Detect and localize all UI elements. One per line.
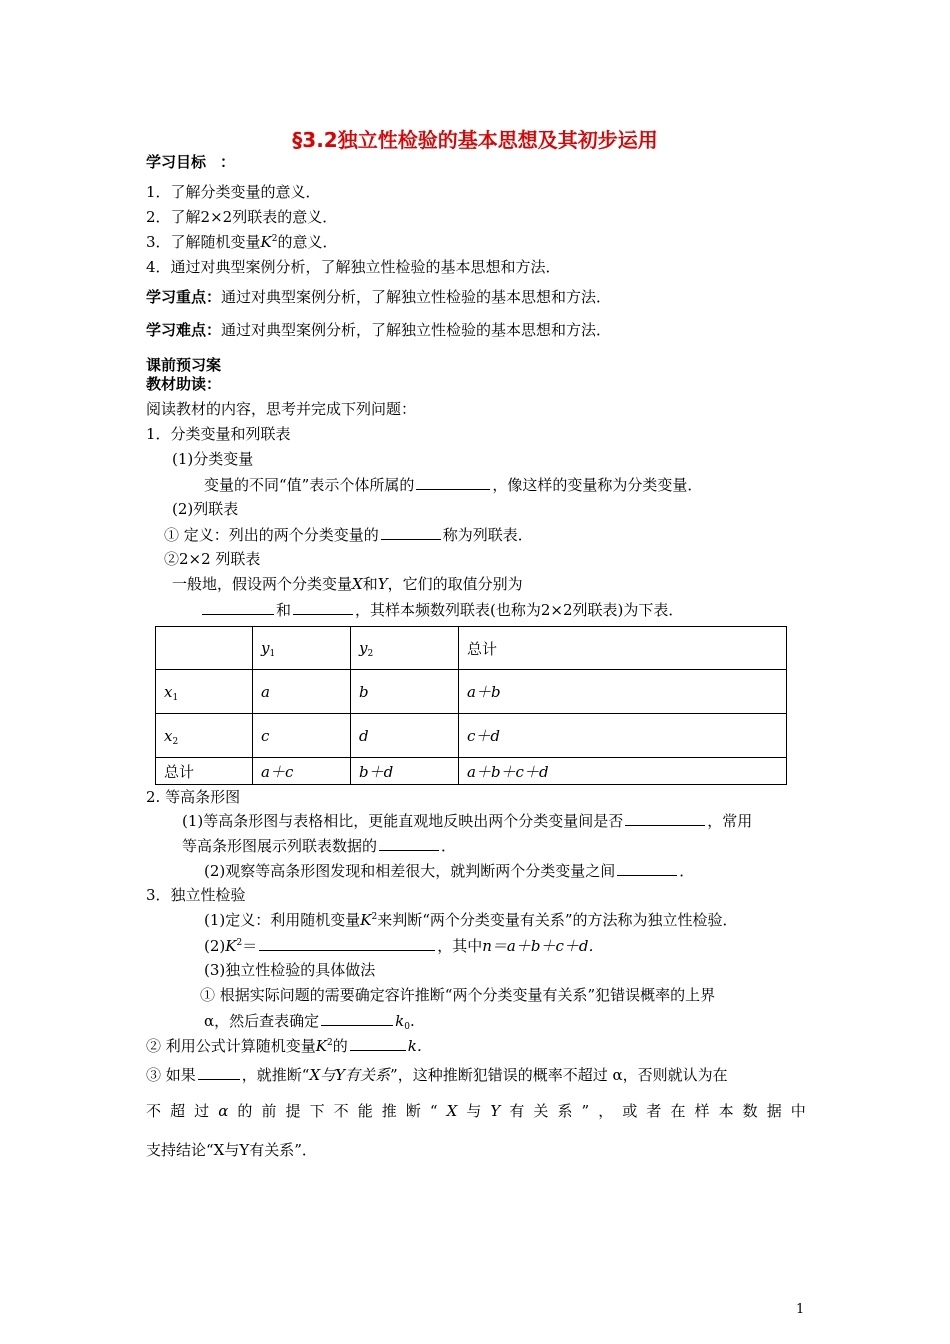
s3-formula: $(2)K^2=$ ，其中n＝a＋b＋c＋d．: [204, 937, 604, 955]
table-cell: c: [253, 714, 351, 758]
table-cell: a: [253, 670, 351, 714]
table-cell: c＋d: [459, 714, 787, 758]
table-row: [156, 627, 787, 670]
blank-9: [321, 1010, 393, 1026]
blank-8: [259, 935, 435, 951]
blank-10: [350, 1035, 406, 1051]
table-cell: $y_2$: [351, 627, 459, 670]
blank-2: [381, 524, 441, 540]
objectives-heading: 学习目标 ：: [146, 153, 236, 171]
table-cell: $x_2$: [156, 714, 253, 758]
table-cell: b＋d: [351, 758, 459, 785]
s1-p2-label: (2)列联表: [172, 500, 239, 518]
s3-steps-label: (3)独立性检验的具体做法: [204, 961, 376, 979]
objective-1: 1．了解分类变量的意义．: [146, 183, 321, 201]
page-number: 1: [796, 1302, 805, 1317]
s3-step3-line2: 不 超 过 α 的 前 提 下 不 能 推 断 “ X 与 Y 有 关 系 ” ， 或 者 在 样 本 数 据 中: [146, 1102, 806, 1120]
s2-p2: (2)观察等高条形图发现和相差很大，就判断两个分类变量之间 ．: [204, 862, 695, 880]
s3-step2: ② 利用公式计算随机变量$K^2$的 k．: [146, 1037, 432, 1055]
page-title: §3.2独立性检验的基本思想及其初步运用: [292, 128, 658, 152]
table-cell: [156, 627, 253, 670]
table-cell: a＋b: [459, 670, 787, 714]
preview-heading: 课前预习案: [146, 356, 222, 374]
s1-general: 一般地，假设两个分类变量X和Y，它们的取值分别为: [172, 575, 523, 593]
s1-definition: ① 定义：列出的两个分类变量的 称为列联表．: [164, 526, 533, 544]
table-cell: b: [351, 670, 459, 714]
table-row: [156, 758, 787, 785]
key-point: 学习重点：通过对典型案例分析，了解独立性检验的基本思想和方法．: [146, 288, 612, 306]
textbook-guide-heading: 教材助读：: [146, 375, 222, 393]
blank-4: [293, 599, 353, 615]
s1-p1-text: 变量的不同“值”表示个体所属的 ，像这样的变量称为分类变量．: [204, 476, 703, 494]
s3-step1-line2: α，然后查表确定 $k_0$.: [204, 1012, 415, 1032]
blank-6: [379, 835, 439, 851]
s1-p1-label: (1)分类变量: [172, 450, 254, 468]
blank-1: [416, 474, 490, 490]
blank-7: [617, 860, 677, 876]
s3-step3-line3: 支持结论“X与Y有关系”．: [146, 1141, 317, 1159]
intro-text: 阅读教材的内容，思考并完成下列问题：: [146, 400, 417, 418]
s1-2x2-label: ②2×2 列联表: [164, 550, 261, 568]
s2-p1-line2: 等高条形图展示列联表数据的 ．: [182, 837, 457, 855]
section-3-heading: 3．独立性检验: [146, 886, 246, 904]
s3-step3-line1: ③ 如果 ，就推断“X与Y有关系”，这种推断犯错误的概率不超过 α，否则就认为在: [146, 1066, 728, 1084]
table-cell: a＋c: [253, 758, 351, 785]
table-cell: d: [351, 714, 459, 758]
table-cell: $y_1$: [253, 627, 351, 670]
table-cell: $x_1$: [156, 670, 253, 714]
table-cell: 总计: [459, 627, 787, 670]
s2-p1-line1: (1)等高条形图与表格相比，更能直观地反映出两个分类变量间是否 ，常用: [182, 812, 753, 830]
s1-values: 和 ，其样本频数列联表(也称为2×2列联表)为下表．: [200, 599, 683, 620]
table-cell: a＋b＋c＋d: [459, 758, 787, 785]
blank-5: [625, 810, 705, 826]
table-row: [156, 670, 787, 714]
section-2-heading: 2. 等高条形图: [146, 788, 241, 806]
difficulty: 学习难点：通过对典型案例分析，了解独立性检验的基本思想和方法．: [146, 321, 612, 339]
contingency-table: [155, 626, 787, 785]
table-row: [156, 714, 787, 758]
table-cell: 总计: [156, 758, 253, 785]
section-1-heading: 1．分类变量和列联表: [146, 425, 291, 443]
s3-definition: (1)定义：利用随机变量$K^2$来判断“两个分类变量有关系”的方法称为独立性检验．: [204, 911, 738, 929]
objective-2: 2．了解2×2列联表的意义．: [146, 208, 338, 226]
s3-step1-line1: ① 根据实际问题的需要确定容许推断“两个分类变量有关系”犯错误概率的上界: [200, 986, 716, 1004]
objective-3: 3．了解随机变量$K^2$的意义．: [146, 233, 338, 251]
blank-3: [202, 599, 274, 615]
blank-11: [198, 1064, 240, 1080]
objective-4: 4．通过对典型案例分析，了解独立性检验的基本思想和方法．: [146, 258, 561, 276]
